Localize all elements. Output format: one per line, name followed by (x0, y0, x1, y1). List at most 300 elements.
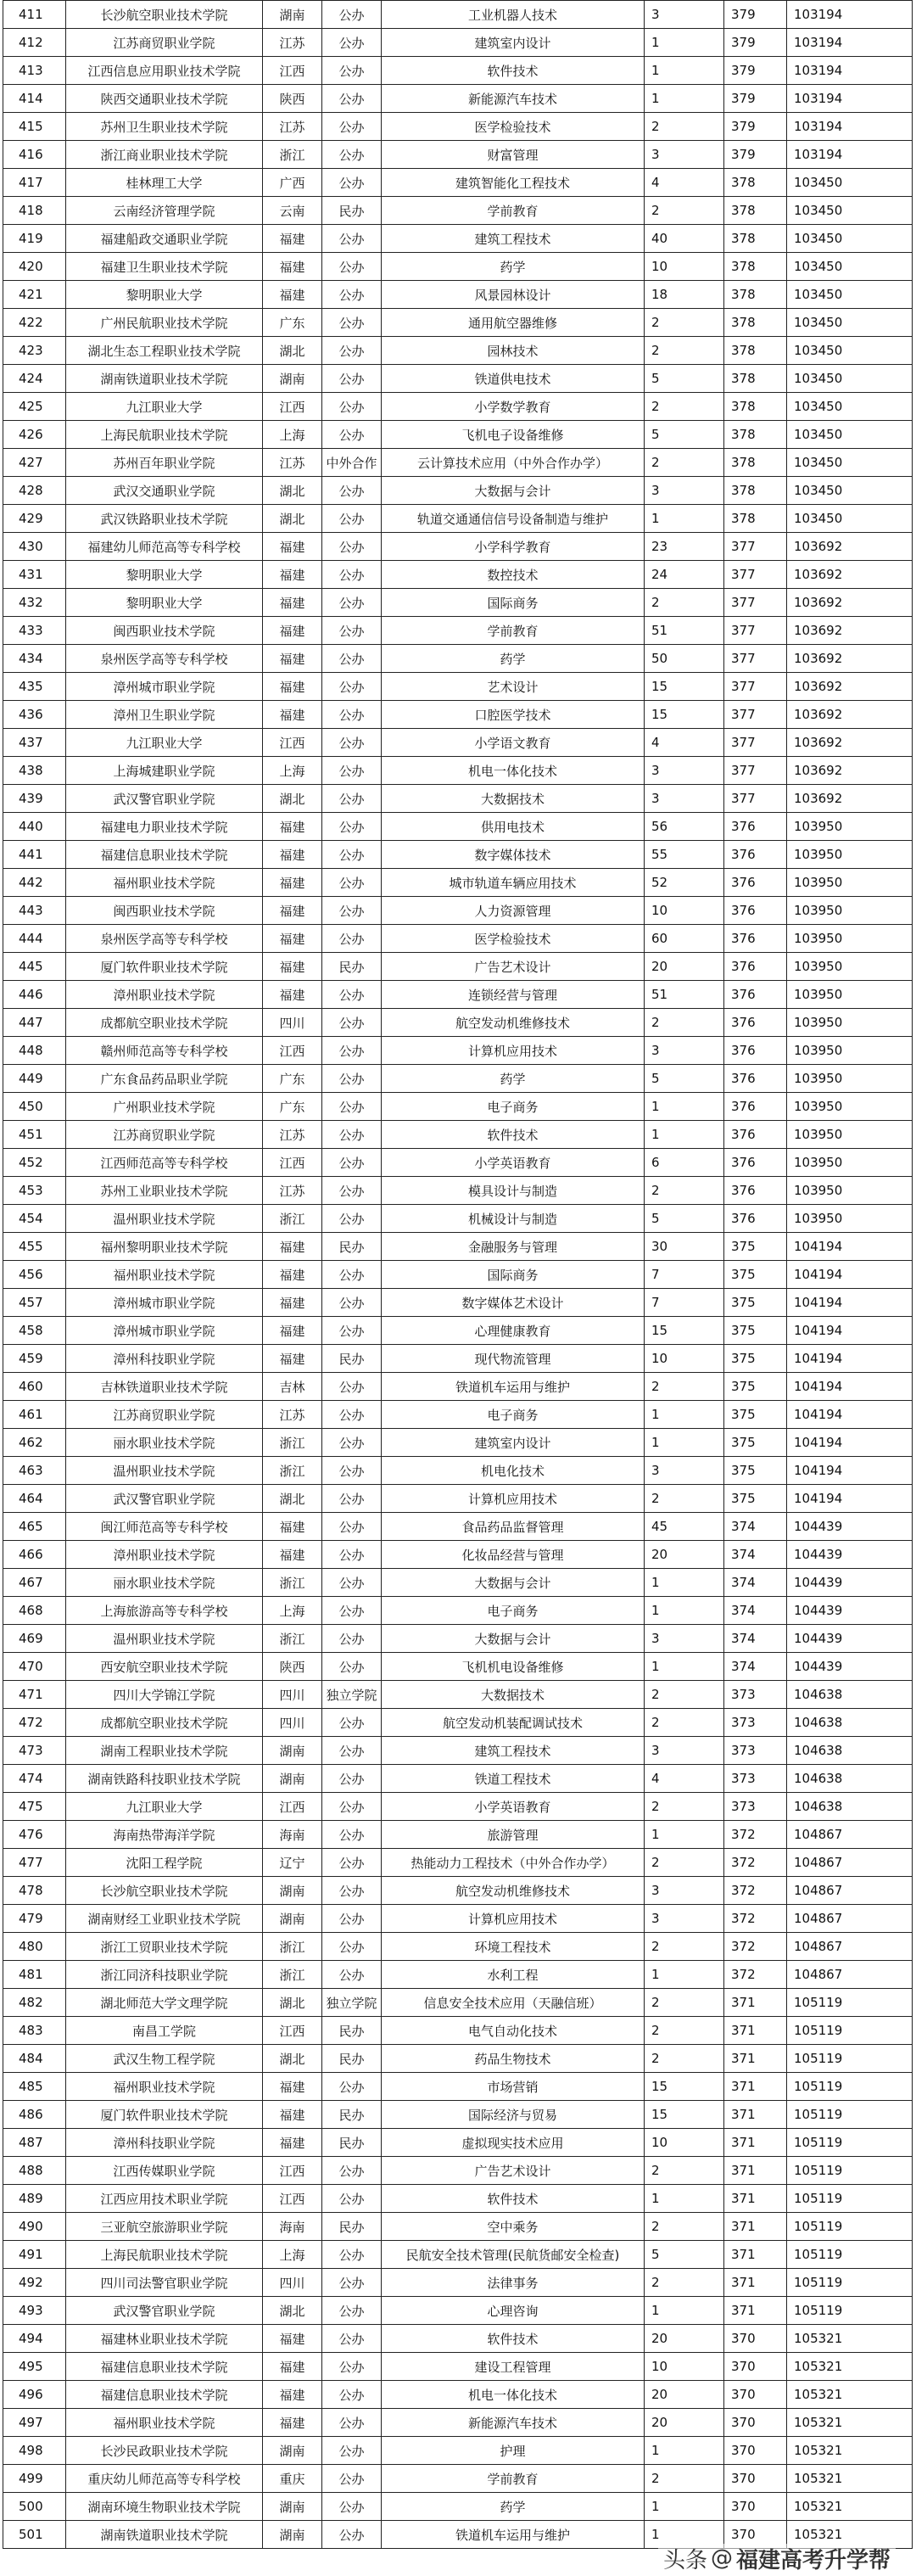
position-cell: 104194 (787, 1373, 913, 1401)
score-cell: 378 (724, 421, 787, 449)
ownership-cell: 公办 (322, 2437, 382, 2465)
score-cell: 377 (724, 757, 787, 785)
region-cell: 福建 (263, 813, 322, 841)
region-cell: 湖南 (263, 1765, 322, 1793)
major-cell: 学前教育 (382, 197, 645, 225)
school-cell: 温州职业技术学院 (66, 1205, 263, 1233)
major-cell: 小学英语教育 (382, 1149, 645, 1177)
table-row (3, 2269, 913, 2297)
major-cell: 医学检验技术 (382, 925, 645, 953)
school-cell: 温州职业技术学院 (66, 1625, 263, 1653)
table-row (3, 85, 913, 113)
rank-cell: 466 (3, 1541, 66, 1569)
plan-count-cell: 20 (645, 2409, 724, 2437)
school-cell: 长沙民政职业技术学院 (66, 2437, 263, 2465)
table-row (3, 169, 913, 197)
ownership-cell: 公办 (322, 477, 382, 505)
rank-cell: 445 (3, 953, 66, 981)
ownership-cell: 公办 (322, 253, 382, 281)
major-cell: 风景园林设计 (382, 281, 645, 309)
table-row (3, 1821, 913, 1849)
region-cell: 四川 (263, 1009, 322, 1037)
position-cell: 103450 (787, 365, 913, 393)
table-row (3, 2213, 913, 2241)
school-cell: 武汉铁路职业技术学院 (66, 505, 263, 533)
table-row (3, 141, 913, 169)
major-cell: 连锁经营与管理 (382, 981, 645, 1009)
table-row (3, 1121, 913, 1149)
plan-count-cell: 2 (645, 2017, 724, 2045)
ownership-cell: 公办 (322, 1821, 382, 1849)
table-row (3, 897, 913, 925)
region-cell: 广东 (263, 1065, 322, 1093)
major-cell: 云计算技术应用（中外合作办学） (382, 449, 645, 477)
ownership-cell: 公办 (322, 505, 382, 533)
major-cell: 化妆品经营与管理 (382, 1541, 645, 1569)
rank-cell: 418 (3, 197, 66, 225)
school-cell: 江西信息应用职业技术学院 (66, 57, 263, 85)
major-cell: 国际商务 (382, 1261, 645, 1289)
region-cell: 湖北 (263, 477, 322, 505)
score-cell: 377 (724, 701, 787, 729)
region-cell: 福建 (263, 2325, 322, 2353)
region-cell: 福建 (263, 897, 322, 925)
table-row (3, 1513, 913, 1541)
rank-cell: 411 (3, 1, 66, 29)
ownership-cell: 公办 (322, 2073, 382, 2101)
major-cell: 市场营销 (382, 2073, 645, 2101)
school-cell: 四川大学锦江学院 (66, 1681, 263, 1709)
plan-count-cell: 3 (645, 757, 724, 785)
region-cell: 福建 (263, 981, 322, 1009)
score-cell: 376 (724, 813, 787, 841)
position-cell: 103692 (787, 533, 913, 561)
table-row (3, 953, 913, 981)
score-cell: 375 (724, 1233, 787, 1261)
plan-count-cell: 2 (645, 337, 724, 365)
table-row (3, 1037, 913, 1065)
position-cell: 105119 (787, 2269, 913, 2297)
region-cell: 江西 (263, 57, 322, 85)
score-cell: 371 (724, 2073, 787, 2101)
score-cell: 370 (724, 2381, 787, 2409)
rank-cell: 458 (3, 1317, 66, 1345)
school-cell: 福建幼儿师范高等专科学校 (66, 533, 263, 561)
rank-cell: 493 (3, 2297, 66, 2325)
score-cell: 374 (724, 1541, 787, 1569)
region-cell: 福建 (263, 2409, 322, 2437)
major-cell: 铁道机车运用与维护 (382, 2521, 645, 2549)
school-cell: 丽水职业技术学院 (66, 1569, 263, 1597)
major-cell: 飞机机电设备维修 (382, 1653, 645, 1681)
region-cell: 福建 (263, 1541, 322, 1569)
rank-cell: 451 (3, 1121, 66, 1149)
ownership-cell: 公办 (322, 673, 382, 701)
school-cell: 闽西职业技术学院 (66, 897, 263, 925)
region-cell: 上海 (263, 757, 322, 785)
ownership-cell: 民办 (322, 1345, 382, 1373)
plan-count-cell: 3 (645, 1, 724, 29)
score-cell: 376 (724, 1149, 787, 1177)
position-cell: 105321 (787, 2325, 913, 2353)
major-cell: 心理健康教育 (382, 1317, 645, 1345)
plan-count-cell: 3 (645, 1457, 724, 1485)
platform-watermark (658, 2544, 896, 2573)
table-row (3, 785, 913, 813)
school-cell: 福州职业技术学院 (66, 869, 263, 897)
position-cell: 103450 (787, 449, 913, 477)
rank-cell: 484 (3, 2045, 66, 2073)
region-cell: 福建 (263, 617, 322, 645)
score-cell: 376 (724, 1037, 787, 1065)
plan-count-cell: 4 (645, 729, 724, 757)
region-cell: 浙江 (263, 1625, 322, 1653)
position-cell: 103692 (787, 645, 913, 673)
score-cell: 372 (724, 1821, 787, 1849)
score-cell: 372 (724, 1961, 787, 1989)
table-row (3, 1737, 913, 1765)
rank-cell: 454 (3, 1205, 66, 1233)
rank-cell: 447 (3, 1009, 66, 1037)
region-cell: 福建 (263, 253, 322, 281)
rank-cell: 491 (3, 2241, 66, 2269)
ownership-cell: 公办 (322, 2185, 382, 2213)
plan-count-cell: 20 (645, 953, 724, 981)
region-cell: 江苏 (263, 1401, 322, 1429)
rank-cell: 471 (3, 1681, 66, 1709)
plan-count-cell: 10 (645, 897, 724, 925)
score-cell: 379 (724, 1, 787, 29)
ownership-cell: 公办 (322, 1037, 382, 1065)
score-cell: 377 (724, 617, 787, 645)
table-row (3, 617, 913, 645)
table-row (3, 1597, 913, 1625)
ownership-cell: 公办 (322, 1009, 382, 1037)
rank-cell: 456 (3, 1261, 66, 1289)
ownership-cell: 公办 (322, 281, 382, 309)
score-cell: 371 (724, 2185, 787, 2213)
rank-cell: 416 (3, 141, 66, 169)
position-cell: 103950 (787, 925, 913, 953)
ownership-cell: 公办 (322, 365, 382, 393)
ownership-cell: 公办 (322, 57, 382, 85)
major-cell: 软件技术 (382, 1121, 645, 1149)
score-cell: 370 (724, 2521, 787, 2549)
position-cell: 103950 (787, 1177, 913, 1205)
major-cell: 旅游管理 (382, 1821, 645, 1849)
region-cell: 福建 (263, 2101, 322, 2129)
rank-cell: 499 (3, 2465, 66, 2493)
table-row (3, 701, 913, 729)
plan-count-cell: 2 (645, 2269, 724, 2297)
rank-cell: 501 (3, 2521, 66, 2549)
plan-count-cell: 2 (645, 449, 724, 477)
major-cell: 人力资源管理 (382, 897, 645, 925)
score-cell: 378 (724, 197, 787, 225)
score-cell: 378 (724, 281, 787, 309)
rank-cell: 432 (3, 589, 66, 617)
score-cell: 376 (724, 1065, 787, 1093)
rank-cell: 460 (3, 1373, 66, 1401)
ownership-cell: 民办 (322, 2213, 382, 2241)
score-table-body (3, 1, 913, 2549)
school-cell: 上海旅游高等专科学校 (66, 1597, 263, 1625)
school-cell: 漳州职业技术学院 (66, 1541, 263, 1569)
ownership-cell: 公办 (322, 1457, 382, 1485)
plan-count-cell: 3 (645, 141, 724, 169)
ownership-cell: 公办 (322, 701, 382, 729)
score-cell: 376 (724, 1121, 787, 1149)
major-cell: 电气自动化技术 (382, 2017, 645, 2045)
major-cell: 广告艺术设计 (382, 2157, 645, 2185)
rank-cell: 423 (3, 337, 66, 365)
major-cell: 软件技术 (382, 2325, 645, 2353)
rank-cell: 470 (3, 1653, 66, 1681)
score-cell: 373 (724, 1765, 787, 1793)
region-cell: 福建 (263, 673, 322, 701)
school-cell: 九江职业大学 (66, 1793, 263, 1821)
table-row (3, 365, 913, 393)
major-cell: 工业机器人技术 (382, 1, 645, 29)
table-row (3, 2297, 913, 2325)
region-cell: 浙江 (263, 141, 322, 169)
major-cell: 供用电技术 (382, 813, 645, 841)
plan-count-cell: 15 (645, 673, 724, 701)
school-cell: 苏州百年职业学院 (66, 449, 263, 477)
rank-cell: 494 (3, 2325, 66, 2353)
rank-cell: 437 (3, 729, 66, 757)
rank-cell: 495 (3, 2353, 66, 2381)
score-cell: 378 (724, 365, 787, 393)
table-row (3, 1541, 913, 1569)
score-cell: 371 (724, 2157, 787, 2185)
position-cell: 104194 (787, 1289, 913, 1317)
plan-count-cell: 1 (645, 505, 724, 533)
plan-count-cell: 1 (645, 29, 724, 57)
major-cell: 财富管理 (382, 141, 645, 169)
score-cell: 370 (724, 2409, 787, 2437)
major-cell: 航空发动机维修技术 (382, 1009, 645, 1037)
ownership-cell: 民办 (322, 2129, 382, 2157)
school-cell: 三亚航空旅游职业学院 (66, 2213, 263, 2241)
major-cell: 铁道工程技术 (382, 1765, 645, 1793)
major-cell: 建筑室内设计 (382, 1429, 645, 1457)
major-cell: 大数据技术 (382, 785, 645, 813)
table-row (3, 1065, 913, 1093)
score-cell: 377 (724, 729, 787, 757)
major-cell: 小学英语教育 (382, 1793, 645, 1821)
ownership-cell: 公办 (322, 421, 382, 449)
rank-cell: 455 (3, 1233, 66, 1261)
score-cell: 374 (724, 1569, 787, 1597)
position-cell: 103692 (787, 729, 913, 757)
plan-count-cell: 1 (645, 1093, 724, 1121)
major-cell: 航空发动机维修技术 (382, 1877, 645, 1905)
plan-count-cell: 3 (645, 1037, 724, 1065)
position-cell: 103450 (787, 421, 913, 449)
region-cell: 福建 (263, 869, 322, 897)
region-cell: 湖南 (263, 2493, 322, 2521)
major-cell: 大数据技术 (382, 1681, 645, 1709)
region-cell: 福建 (263, 1345, 322, 1373)
ownership-cell: 中外合作 (322, 449, 382, 477)
score-cell: 378 (724, 309, 787, 337)
major-cell: 新能源汽车技术 (382, 85, 645, 113)
table-row (3, 813, 913, 841)
plan-count-cell: 18 (645, 281, 724, 309)
plan-count-cell: 5 (645, 2241, 724, 2269)
ownership-cell: 公办 (322, 2409, 382, 2437)
ownership-cell: 公办 (322, 589, 382, 617)
score-cell: 376 (724, 841, 787, 869)
table-row (3, 533, 913, 561)
position-cell: 104194 (787, 1345, 913, 1373)
score-cell: 375 (724, 1373, 787, 1401)
score-cell: 372 (724, 1933, 787, 1961)
ownership-cell: 公办 (322, 1485, 382, 1513)
ownership-cell: 公办 (322, 2269, 382, 2297)
table-row (3, 1149, 913, 1177)
school-cell: 成都航空职业技术学院 (66, 1709, 263, 1737)
score-cell: 378 (724, 225, 787, 253)
table-row (3, 2465, 913, 2493)
major-cell: 建筑工程技术 (382, 1737, 645, 1765)
rank-cell: 461 (3, 1401, 66, 1429)
score-cell: 374 (724, 1653, 787, 1681)
ownership-cell: 公办 (322, 1177, 382, 1205)
position-cell: 103950 (787, 981, 913, 1009)
rank-cell: 446 (3, 981, 66, 1009)
school-cell: 赣州师范高等专科学校 (66, 1037, 263, 1065)
ownership-cell: 公办 (322, 897, 382, 925)
region-cell: 湖北 (263, 337, 322, 365)
school-cell: 上海民航职业技术学院 (66, 421, 263, 449)
plan-count-cell: 2 (645, 1681, 724, 1709)
position-cell: 103950 (787, 953, 913, 981)
score-cell: 375 (724, 1289, 787, 1317)
score-cell: 374 (724, 1597, 787, 1625)
score-cell: 375 (724, 1457, 787, 1485)
rank-cell: 486 (3, 2101, 66, 2129)
rank-cell: 434 (3, 645, 66, 673)
position-cell: 103950 (787, 1149, 913, 1177)
plan-count-cell: 24 (645, 561, 724, 589)
major-cell: 建筑室内设计 (382, 29, 645, 57)
ownership-cell: 公办 (322, 841, 382, 869)
major-cell: 大数据与会计 (382, 1569, 645, 1597)
region-cell: 浙江 (263, 1569, 322, 1597)
position-cell: 104867 (787, 1849, 913, 1877)
table-row (3, 1485, 913, 1513)
ownership-cell: 公办 (322, 169, 382, 197)
plan-count-cell: 2 (645, 1793, 724, 1821)
table-row (3, 337, 913, 365)
position-cell: 103194 (787, 29, 913, 57)
plan-count-cell: 1 (645, 85, 724, 113)
region-cell: 福建 (263, 701, 322, 729)
rank-cell: 439 (3, 785, 66, 813)
table-row (3, 2185, 913, 2213)
score-cell: 375 (724, 1261, 787, 1289)
score-cell: 373 (724, 1681, 787, 1709)
school-cell: 四川司法警官职业学院 (66, 2269, 263, 2297)
major-cell: 园林技术 (382, 337, 645, 365)
school-cell: 武汉警官职业学院 (66, 785, 263, 813)
school-cell: 漳州职业技术学院 (66, 981, 263, 1009)
plan-count-cell: 1 (645, 2185, 724, 2213)
score-cell: 379 (724, 141, 787, 169)
school-cell: 江西传媒职业学院 (66, 2157, 263, 2185)
score-cell: 372 (724, 1877, 787, 1905)
table-row (3, 281, 913, 309)
major-cell: 护理 (382, 2437, 645, 2465)
plan-count-cell: 1 (645, 1429, 724, 1457)
school-cell: 武汉警官职业学院 (66, 2297, 263, 2325)
plan-count-cell: 7 (645, 1261, 724, 1289)
plan-count-cell: 3 (645, 1877, 724, 1905)
major-cell: 药学 (382, 253, 645, 281)
table-row (3, 197, 913, 225)
position-cell: 104867 (787, 1821, 913, 1849)
plan-count-cell: 10 (645, 2129, 724, 2157)
score-cell: 379 (724, 57, 787, 85)
ownership-cell: 公办 (322, 1849, 382, 1877)
table-row (3, 113, 913, 141)
score-cell: 373 (724, 1709, 787, 1737)
plan-count-cell: 2 (645, 1933, 724, 1961)
major-cell: 新能源汽车技术 (382, 2409, 645, 2437)
ownership-cell: 公办 (322, 1065, 382, 1093)
major-cell: 铁道供电技术 (382, 365, 645, 393)
rank-cell: 477 (3, 1849, 66, 1877)
region-cell: 湖北 (263, 1989, 322, 2017)
school-cell: 泉州医学高等专科学校 (66, 645, 263, 673)
major-cell: 数字媒体技术 (382, 841, 645, 869)
ownership-cell: 公办 (322, 225, 382, 253)
ownership-cell: 民办 (322, 2045, 382, 2073)
plan-count-cell: 1 (645, 1597, 724, 1625)
region-cell: 湖南 (263, 2521, 322, 2549)
major-cell: 大数据与会计 (382, 1625, 645, 1653)
rank-cell: 435 (3, 673, 66, 701)
major-cell: 药学 (382, 1065, 645, 1093)
rank-cell: 436 (3, 701, 66, 729)
score-cell: 370 (724, 2437, 787, 2465)
region-cell: 福建 (263, 533, 322, 561)
table-row (3, 477, 913, 505)
school-cell: 成都航空职业技术学院 (66, 1009, 263, 1037)
rank-cell: 467 (3, 1569, 66, 1597)
position-cell: 103450 (787, 281, 913, 309)
rank-cell: 492 (3, 2269, 66, 2297)
region-cell: 福建 (263, 2381, 322, 2409)
position-cell: 103194 (787, 141, 913, 169)
score-cell: 371 (724, 2297, 787, 2325)
ownership-cell: 公办 (322, 1, 382, 29)
school-cell: 武汉生物工程学院 (66, 2045, 263, 2073)
position-cell: 103692 (787, 785, 913, 813)
rank-cell: 422 (3, 309, 66, 337)
region-cell: 江西 (263, 1037, 322, 1065)
position-cell: 103194 (787, 113, 913, 141)
ownership-cell: 公办 (322, 757, 382, 785)
region-cell: 湖南 (263, 365, 322, 393)
table-row (3, 1401, 913, 1429)
table-row (3, 2437, 913, 2465)
plan-count-cell: 1 (645, 2437, 724, 2465)
region-cell: 海南 (263, 1821, 322, 1849)
score-cell: 377 (724, 561, 787, 589)
